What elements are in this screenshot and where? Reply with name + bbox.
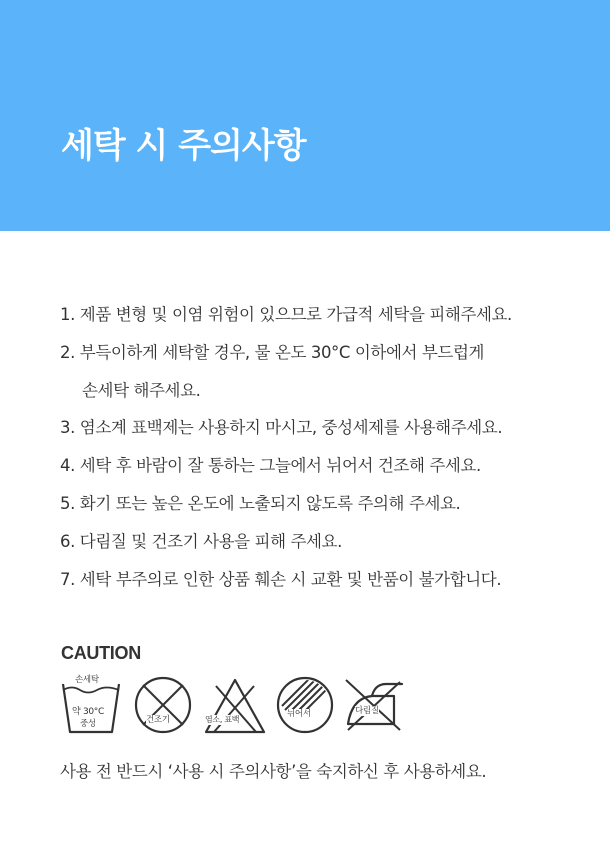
dry-flat-label: 뉘어서 [287, 709, 311, 719]
care-symbols-row [58, 672, 418, 742]
iron-label: 다림질 [355, 706, 379, 716]
list-item: 1. 제품 변형 및 이염 위험이 있으므로 가급적 세탁을 피해주세요. [60, 305, 512, 324]
bleach-label: 염소, 표백 [205, 715, 240, 724]
list-item-continuation-text: 손세탁 해주세요. [82, 380, 201, 400]
tumble-dry-label: 건조기 [146, 715, 170, 725]
dry-flat-icon [272, 672, 338, 738]
detergent-label: 중성 [80, 719, 96, 729]
list-item: 5. 화기 또는 높은 온도에 노출되지 않도록 주의해 주세요. [60, 493, 461, 513]
no-bleach-icon [202, 672, 268, 738]
caution-heading: CAUTION [61, 643, 141, 663]
no-tumble-dry-icon [130, 672, 196, 738]
temperature-label: 약 30°C [72, 707, 104, 717]
hand-wash-label: 손세탁 [75, 675, 99, 685]
header-banner [0, 0, 610, 231]
list-item-continuation [60, 372, 590, 410]
usage-notice: 사용 전 반드시 ‘사용 시 주의사항’을 숙지하신 후 사용하세요. [60, 762, 487, 781]
no-iron-icon [342, 672, 408, 738]
hand-wash-icon [58, 672, 124, 738]
list-item: 2. 부득이하게 세탁할 경우, 물 온도 30°C 이하에서 부드럽게 [60, 342, 485, 362]
list-item: 4. 세탁 후 바람이 잘 통하는 그늘에서 뉘어서 건조해 주세요. [60, 456, 481, 476]
care-instructions-list [60, 296, 590, 598]
list-item: 6. 다림질 및 건조기 사용을 피해 주세요. [60, 531, 342, 551]
list-item: 7. 세탁 부주의로 인한 상품 훼손 시 교환 및 반품이 불가합니다. [60, 569, 502, 589]
page-title: 세탁 시 주의사항 [61, 126, 306, 166]
list-item: 3. 염소계 표백제는 사용하지 마시고, 중성세제를 사용해주세요. [60, 418, 503, 438]
